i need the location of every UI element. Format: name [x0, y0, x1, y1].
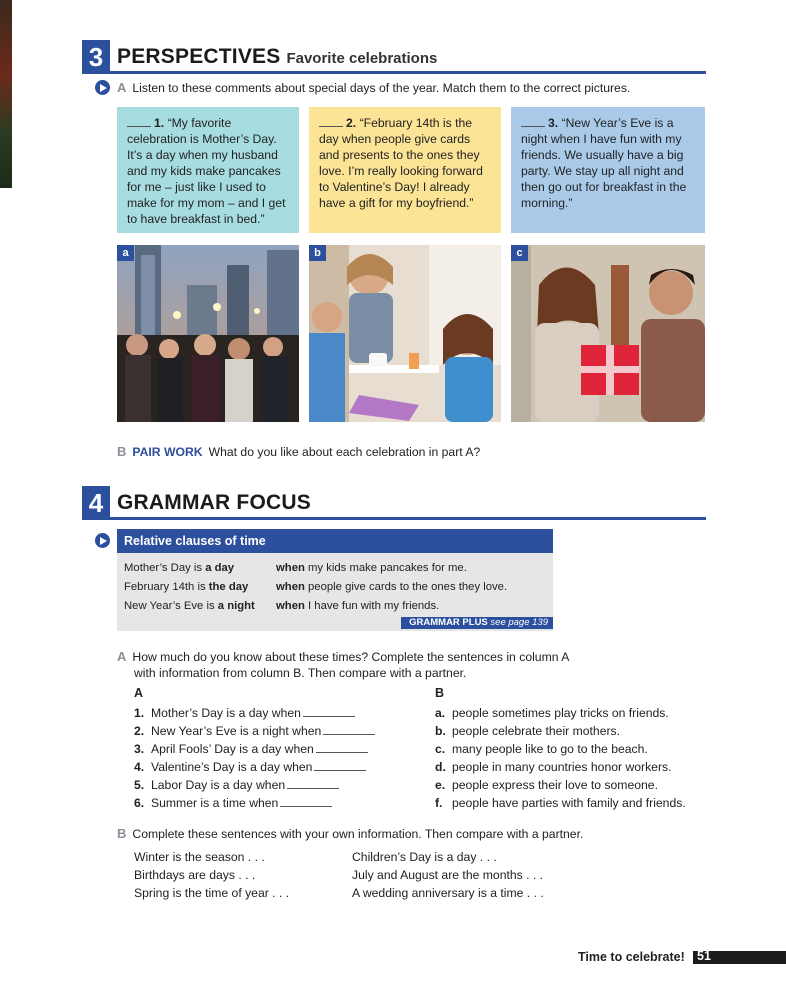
sentence-starter-right-1: Children’s Day is a day . . . — [352, 850, 497, 864]
column-a-item-3: 3. April Fools’ Day is a day when — [134, 741, 368, 757]
section-number: 3 — [82, 40, 110, 74]
column-a-item-5: 5. Labor Day is a day when — [134, 777, 339, 793]
quote-text: “My favorite celebration is Mother’s Day. It’s a day when my husband and my kids make pancakes for me – just like I used to make for my mom – and I get to have breakfast in bed.” — [127, 116, 286, 226]
part-b-instruction — [117, 444, 480, 460]
section-number: 4 — [82, 486, 110, 520]
quote-number: 1. — [154, 116, 165, 130]
quote-box-1 — [117, 107, 299, 233]
part-b-text: What do you like about each celebration in part A? — [208, 445, 481, 459]
photo-label: c — [511, 245, 528, 261]
gift-illustration — [511, 245, 705, 422]
answer-blank[interactable] — [303, 706, 355, 717]
grammar-right-1: when my kids make pancakes for me. — [276, 562, 467, 574]
page-number: 51 — [697, 949, 711, 963]
audio-play-icon[interactable] — [95, 80, 110, 95]
answer-blank[interactable] — [280, 796, 332, 807]
edge-photo-strip — [0, 0, 12, 188]
part-letter: B — [117, 826, 127, 841]
answer-blank[interactable] — [521, 116, 545, 127]
part-a-line2: with information from column B. Then compare with a partner. — [134, 666, 467, 680]
grammar-box-heading: Relative clauses of time — [117, 529, 553, 553]
footer-unit-title: Time to celebrate! — [578, 950, 685, 964]
part-letter: A — [117, 649, 127, 664]
quote-text: “February 14th is the day when people give cards and presents to the ones they love. I’m really looking forward to Valentine’s Day! I already have a gift for my boyfriend.” — [319, 116, 483, 210]
column-b-heading: B — [435, 686, 445, 700]
column-b-item-a: a. people sometimes play tricks on friends. — [435, 706, 669, 720]
section-4-header — [82, 486, 706, 520]
answer-blank[interactable] — [316, 742, 368, 753]
answer-blank[interactable] — [319, 116, 343, 127]
photo-label: b — [309, 245, 326, 261]
answer-blank[interactable] — [287, 778, 339, 789]
part-b-text: Complete these sentences with your own information. Then compare with a partner. — [132, 827, 584, 841]
photo-label: a — [117, 245, 134, 261]
photo-a-party — [117, 245, 299, 422]
column-a-item-4: 4. Valentine’s Day is a day when — [134, 759, 366, 775]
part-a-text: Listen to these comments about special days of the year. Match them to the correct pictures. — [132, 81, 631, 95]
quote-number: 3. — [548, 116, 559, 130]
column-a-heading: A — [134, 686, 144, 700]
photo-c-gift — [511, 245, 705, 422]
quote-text: “New Year’s Eve is a night when I have fun with my friends. We usually have a big party. We stay up all night and then go out for breakfast in the morning.” — [521, 116, 687, 210]
section-title-text: PERSPECTIVES — [117, 45, 281, 68]
quote-number: 2. — [346, 116, 357, 130]
section-title: GRAMMAR FOCUS — [117, 491, 311, 514]
sentence-starter-right-2: July and August are the months . . . — [352, 868, 544, 882]
photo-b-breakfast — [309, 245, 501, 422]
grammar-left-2: February 14th is the day — [124, 581, 249, 593]
sentence-starter-left-3: Spring is the time of year . . . — [134, 886, 290, 900]
answer-blank[interactable] — [127, 116, 151, 127]
sentence-starter-right-3: A wedding anniversary is a time . . . — [352, 886, 544, 900]
grammar-right-2: when people give cards to the ones they love. — [276, 581, 508, 593]
part-a-line1: How much do you know about these times? Complete the sentences in column A — [132, 650, 570, 664]
column-b-item-f: f. people have parties with family and friends. — [435, 796, 686, 810]
sentence-starter-left-2: Birthdays are days . . . — [134, 868, 256, 882]
column-b-item-b: b. people celebrate their mothers. — [435, 724, 621, 738]
answer-blank[interactable] — [314, 760, 366, 771]
audio-play-icon[interactable] — [95, 533, 110, 548]
column-a-item-1: 1. Mother’s Day is a day when — [134, 705, 355, 721]
section-subtitle: Favorite celebrations — [286, 50, 438, 67]
part-b-instruction — [117, 826, 583, 842]
grammar-right-3: when I have fun with my friends. — [276, 600, 440, 612]
part-a-instruction — [117, 80, 630, 96]
column-b-item-e: e. people express their love to someone. — [435, 778, 658, 792]
part-letter: A — [117, 80, 127, 95]
column-a-item-6: 6. Summer is a time when — [134, 795, 332, 811]
party-illustration — [117, 245, 299, 422]
quote-box-2 — [309, 107, 501, 233]
answer-blank[interactable] — [323, 724, 375, 735]
part-a-instruction — [117, 649, 569, 665]
grammar-box — [117, 529, 553, 631]
section-3-header — [82, 40, 706, 74]
quote-box-3 — [511, 107, 705, 233]
column-a-item-2: 2. New Year’s Eve is a night when — [134, 723, 375, 739]
column-b-item-d: d. people in many countries honor workers. — [435, 760, 672, 774]
sentence-starter-left-1: Winter is the season . . . — [134, 850, 265, 864]
column-b-item-c: c. many people like to go to the beach. — [435, 742, 648, 756]
section-title — [117, 45, 437, 69]
grammar-plus-link[interactable]: GRAMMAR PLUS see page 139 — [401, 617, 553, 629]
part-letter: B — [117, 444, 127, 459]
grammar-left-1: Mother’s Day is a day — [124, 562, 235, 574]
pair-work-label: PAIR WORK — [132, 445, 203, 459]
breakfast-illustration — [309, 245, 501, 422]
grammar-left-3: New Year’s Eve is a night — [124, 600, 255, 612]
